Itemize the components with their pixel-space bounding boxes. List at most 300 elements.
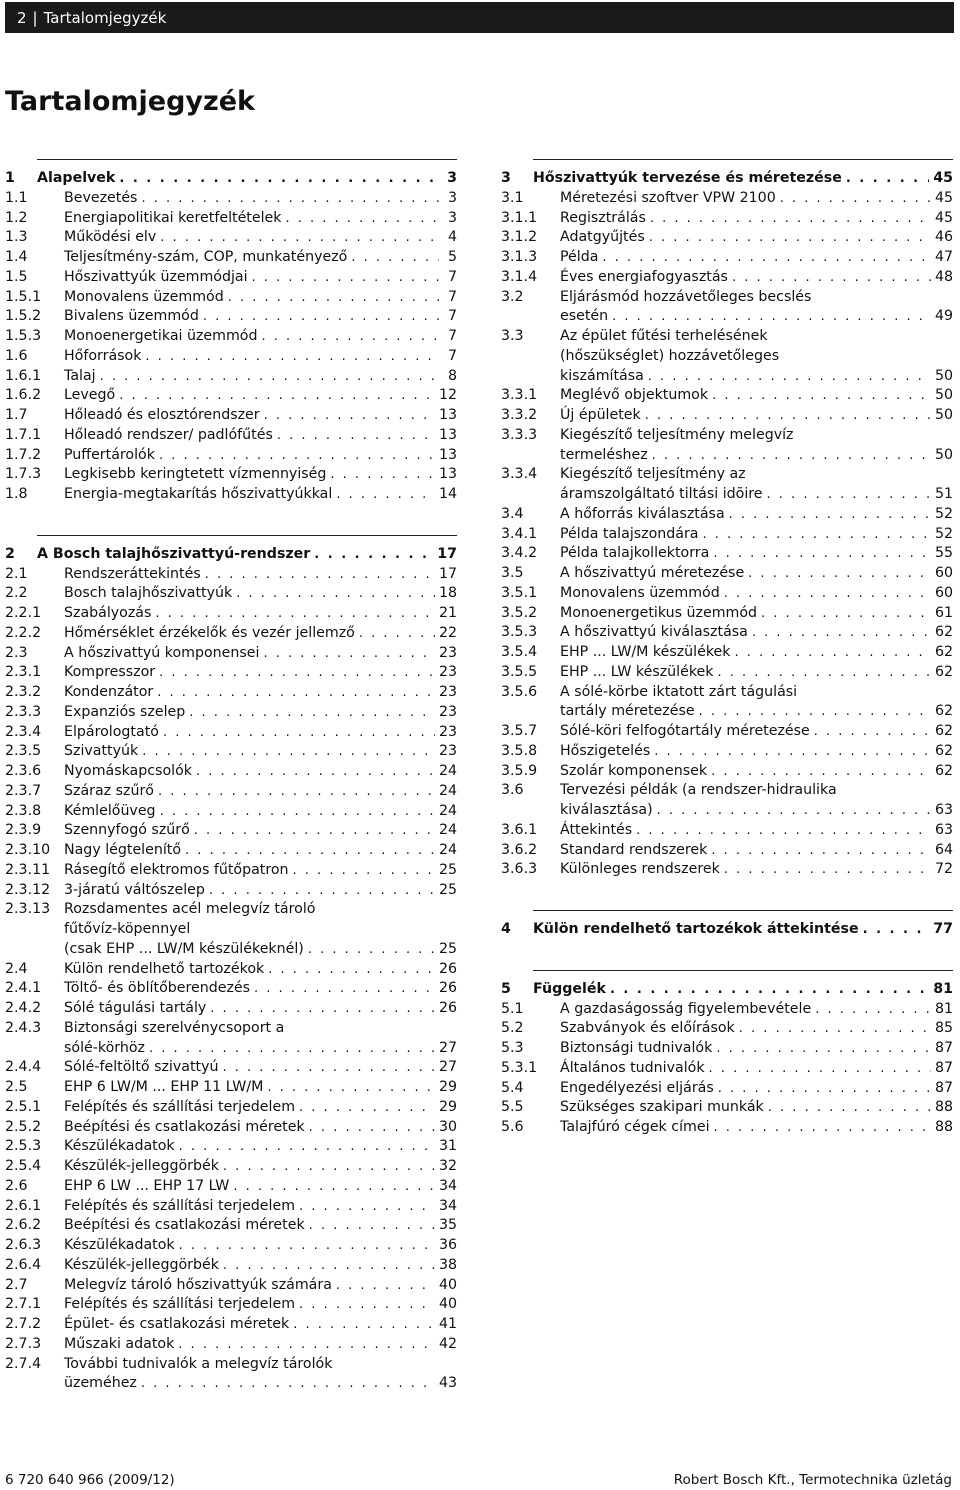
toc-number: 1.7.2 (5, 446, 42, 463)
toc-title: Adatgyűjtés (560, 229, 645, 246)
toc-number: 1.5.2 (5, 308, 42, 325)
toc-entry[interactable] (5, 841, 457, 861)
toc-entry[interactable] (5, 624, 457, 644)
dot-leader (610, 980, 929, 1000)
toc-chapter[interactable] (501, 920, 953, 940)
toc-entry[interactable] (5, 1355, 457, 1395)
dot-leader (163, 723, 435, 743)
toc-number: 1.5.3 (5, 328, 42, 344)
toc-number: 1.4 (5, 249, 28, 265)
toc-number: 3.3 (501, 328, 524, 344)
dot-leader (645, 406, 931, 426)
toc-title: Nagy légtelenítő (64, 842, 182, 858)
toc-entry[interactable] (5, 900, 457, 959)
toc-entry[interactable] (5, 1177, 457, 1197)
toc-page-number: 81 (934, 1000, 953, 1017)
toc-entry[interactable] (501, 722, 953, 742)
toc-page-number: 81 (933, 980, 953, 997)
toc-title: Sólé tágulási tartály (64, 1000, 207, 1016)
toc-title: Elpárologtató (64, 723, 159, 740)
toc-entry[interactable] (5, 1058, 457, 1078)
dot-leader (717, 663, 930, 683)
toc-number: 2.5.1 (5, 1098, 42, 1115)
toc-entry[interactable] (501, 327, 953, 386)
toc-title: Kiegészítő teljesítmény az (560, 466, 746, 483)
dot-leader (155, 604, 435, 624)
toc-entry[interactable] (5, 1098, 457, 1118)
toc-number: 3.6.2 (501, 841, 538, 858)
toc-number: 2.2.2 (5, 624, 42, 641)
toc-page-number: 7 (447, 308, 457, 325)
toc-number: 1.2 (5, 209, 28, 226)
toc-number: 2.3.7 (5, 782, 42, 799)
toc-entry[interactable] (501, 781, 953, 821)
section-divider (37, 159, 457, 160)
toc-page-number: 32 (438, 1158, 457, 1174)
toc-page-number: 34 (438, 1177, 457, 1194)
toc-entry[interactable] (501, 762, 953, 782)
dot-leader (299, 1197, 435, 1217)
toc-entry[interactable] (5, 228, 457, 248)
toc-entry[interactable] (501, 821, 953, 841)
toc-page-number: 23 (438, 743, 457, 760)
dot-leader (652, 446, 931, 466)
dot-leader (223, 1256, 435, 1276)
dot-leader (351, 248, 439, 268)
toc-page-number: 17 (437, 545, 457, 562)
toc-page-number: 63 (934, 821, 953, 838)
toc-entry[interactable] (5, 426, 457, 446)
toc-entry[interactable] (5, 1197, 457, 1217)
toc-section (501, 970, 953, 1138)
toc-number: 2.6 (5, 1177, 28, 1194)
toc-entry[interactable] (5, 999, 457, 1019)
toc-number: 2.4.1 (5, 980, 42, 997)
toc-entry[interactable] (5, 446, 457, 466)
toc-number: 2.7.2 (5, 1316, 42, 1332)
toc-entry[interactable] (501, 248, 953, 268)
toc-title: Szivattyúk (64, 743, 139, 760)
toc-entry[interactable] (501, 386, 953, 406)
toc-entry[interactable] (501, 228, 953, 248)
toc-title: áramszolgáltató tiltási idõire (560, 486, 763, 502)
toc-number: 2.6.1 (5, 1197, 42, 1214)
toc-entry[interactable] (5, 1216, 457, 1236)
toc-title: Készülék-jelleggörbék (64, 1158, 219, 1174)
toc-title: Energiapolitikai keretfeltételek (64, 209, 282, 226)
toc-number: 2.3.1 (5, 664, 42, 681)
toc-entry[interactable] (501, 584, 953, 604)
section-divider (533, 970, 953, 971)
toc-number: 2.1 (5, 565, 28, 582)
document-code: 6 720 640 966 (2009/12) (5, 1472, 175, 1488)
toc-entry[interactable] (501, 860, 953, 880)
toc-entry[interactable] (501, 1059, 953, 1079)
toc-number: 3.3.4 (501, 466, 538, 483)
toc-title: Expanziós szelep (64, 703, 186, 720)
toc-entry[interactable] (501, 1118, 953, 1138)
toc-entry[interactable] (5, 1118, 457, 1138)
toc-number: 5 (501, 980, 511, 997)
toc-number: 5.2 (501, 1020, 524, 1037)
toc-entry[interactable] (5, 1315, 457, 1335)
toc-page-number: 18 (438, 585, 457, 602)
toc-page-number: 42 (438, 1335, 457, 1352)
toc-entry[interactable] (5, 1078, 457, 1098)
toc-entry[interactable] (501, 663, 953, 683)
toc-page-number: 62 (934, 703, 953, 720)
toc-number: 5.3.1 (501, 1059, 538, 1076)
toc-entry[interactable] (501, 643, 953, 663)
toc-page-number: 49 (934, 308, 953, 325)
dot-leader (223, 1157, 435, 1177)
toc-entry[interactable] (5, 979, 457, 999)
toc-entry[interactable] (5, 960, 457, 980)
toc-title: Rásegítő elektromos fűtőpatron (64, 861, 289, 878)
toc-entry[interactable] (501, 505, 953, 525)
toc-page-number: 38 (438, 1256, 457, 1273)
toc-title: A hőszivattyú méretezése (560, 565, 745, 581)
dot-leader (729, 505, 931, 525)
toc-title: A hőszivattyú komponensei (64, 644, 260, 661)
toc-entry[interactable] (5, 1256, 457, 1276)
toc-page-number: 25 (438, 940, 457, 957)
dot-leader (100, 367, 439, 387)
toc-entry[interactable] (501, 1098, 953, 1118)
toc-entry[interactable] (501, 268, 953, 288)
toc-number: 3.1.2 (501, 229, 538, 246)
toc-page-number: 62 (934, 723, 953, 739)
toc-entry[interactable] (5, 189, 457, 209)
toc-title: Standard rendszerek (560, 841, 708, 858)
dot-leader (158, 782, 435, 802)
toc-title: Rendszeráttekintés (64, 565, 201, 582)
toc-page-number: 45 (934, 209, 953, 226)
toc-page-number: 24 (438, 763, 457, 779)
toc-entry[interactable] (5, 347, 457, 367)
toc-chapter[interactable] (5, 169, 457, 189)
toc-entry[interactable] (5, 1236, 457, 1256)
toc-title: A Bosch talajhőszivattyú-rendszer (37, 545, 311, 562)
toc-entry[interactable] (5, 604, 457, 624)
toc-title: Külön rendelhető tartozékok áttekintése (533, 921, 859, 937)
toc-entry[interactable] (501, 1039, 953, 1059)
toc-title: Tervezési példák (a rendszer-hidraulika (560, 782, 837, 799)
dot-leader (602, 248, 931, 268)
toc-entry[interactable] (5, 644, 457, 664)
dot-leader (703, 525, 931, 545)
dot-leader (178, 1335, 435, 1355)
toc-title: Felépítés és szállítási terjedelem (64, 1296, 296, 1313)
toc-number: 2.4.4 (5, 1059, 42, 1076)
toc-number: 1.8 (5, 486, 28, 502)
toc-title: Működési elv (64, 229, 157, 246)
toc-title: Készülék-jelleggörbék (64, 1256, 219, 1273)
toc-entry[interactable] (5, 1157, 457, 1177)
toc-title: Új épületek (560, 407, 641, 423)
toc-page-number: 27 (438, 1039, 457, 1056)
toc-section (5, 535, 457, 1394)
toc-title: 3-járatú váltószelep (64, 881, 205, 898)
toc-title: Melegvíz tároló hőszivattyúk számára (64, 1276, 332, 1293)
toc-title: EHP ... LW készülékek (560, 663, 714, 680)
toc-entry[interactable] (5, 742, 457, 762)
toc-title: Felépítés és szállítási terjedelem (64, 1197, 296, 1214)
toc-title: Engedélyezési eljárás (560, 1079, 714, 1096)
toc-title: Monoenergetikus üzemmód (560, 604, 758, 621)
toc-page-number: 43 (438, 1375, 457, 1392)
toc-chapter[interactable] (501, 980, 953, 1000)
toc-number: 3.1.3 (501, 249, 538, 265)
toc-page-number: 27 (438, 1059, 457, 1076)
toc-entry[interactable] (5, 1137, 457, 1157)
toc-number: 2 (5, 545, 15, 562)
toc-number: 5.1 (501, 1000, 524, 1017)
header-section: Tartalomjegyzék (43, 8, 167, 27)
dot-leader (141, 1374, 435, 1394)
toc-number: 1.6.1 (5, 367, 42, 384)
toc-entry[interactable] (5, 1019, 457, 1059)
toc-title: Szükséges szakipari munkák (560, 1099, 764, 1116)
toc-page-number: 62 (934, 762, 953, 779)
toc-entry[interactable] (5, 683, 457, 703)
toc-entry[interactable] (5, 367, 457, 387)
toc-page-number: 51 (934, 486, 953, 502)
toc-page-number: 87 (934, 1079, 953, 1096)
toc-entry[interactable] (501, 742, 953, 762)
toc-page-number: 77 (933, 921, 953, 937)
toc-title: kiszámítása (560, 367, 644, 384)
toc-page-number: 21 (438, 605, 457, 621)
dot-leader (336, 485, 435, 505)
toc-entry[interactable] (5, 1335, 457, 1355)
toc-page-number: 48 (934, 268, 953, 285)
toc-page-number: 8 (447, 367, 457, 384)
toc-entry[interactable] (501, 1000, 953, 1020)
toc-entry[interactable] (501, 841, 953, 861)
dot-leader (179, 1236, 435, 1256)
toc-number: 2.3.8 (5, 802, 42, 819)
section-divider (533, 910, 953, 911)
toc-entry[interactable] (5, 723, 457, 743)
toc-page-number: 36 (438, 1237, 457, 1253)
toc-title: Méretezési szoftver VPW 2100 (560, 189, 776, 206)
toc-title: tartály méretezése (560, 703, 695, 720)
dot-leader (714, 1118, 931, 1138)
toc-number: 3.4.2 (501, 545, 538, 562)
toc-page-number: 29 (438, 1098, 457, 1115)
toc-entry[interactable] (5, 307, 457, 327)
toc-entry[interactable] (5, 485, 457, 505)
toc-entry[interactable] (501, 288, 953, 328)
toc-entry[interactable] (5, 802, 457, 822)
toc-entry[interactable] (5, 1295, 457, 1315)
toc-entry[interactable] (5, 881, 457, 901)
toc-title: üzeméhez (64, 1375, 137, 1392)
toc-number: 2.5.4 (5, 1158, 42, 1174)
dot-leader (119, 169, 439, 189)
toc-entry[interactable] (501, 604, 953, 624)
toc-title: Monovalens üzemmód (560, 584, 720, 601)
toc-entry[interactable] (5, 762, 457, 782)
toc-title: Szennyfogó szűrő (64, 822, 190, 839)
toc-title: Talajfúró cégek címei (560, 1119, 710, 1135)
toc-entry[interactable] (5, 821, 457, 841)
toc-number: 1.7 (5, 407, 28, 423)
toc-title: Külön rendelhető tartozékok (64, 960, 265, 977)
toc-entry[interactable] (5, 268, 457, 288)
toc-title: Kompresszor (64, 664, 156, 681)
toc-title: Puffertárolók (64, 446, 155, 463)
toc-entry[interactable] (501, 189, 953, 209)
toc-number: 2.3.5 (5, 743, 42, 760)
toc-page-number: 25 (438, 881, 457, 898)
toc-number: 2.6.3 (5, 1237, 42, 1253)
toc-page-number: 87 (934, 1059, 953, 1076)
toc-number: 2.3.6 (5, 763, 42, 779)
toc-entry[interactable] (501, 623, 953, 643)
toc-entry[interactable] (501, 426, 953, 466)
toc-page-number: 60 (934, 584, 953, 601)
toc-title: Biztonsági szerelvénycsoport a (64, 1019, 285, 1036)
toc-entry[interactable] (5, 861, 457, 881)
toc-title: Beépítési és csatlakozási méretek (64, 1118, 305, 1135)
toc-number: 5.4 (501, 1079, 524, 1096)
toc-number: 2.4 (5, 960, 28, 977)
toc-entry[interactable] (501, 544, 953, 564)
toc-entry[interactable] (501, 683, 953, 723)
dot-leader (863, 920, 930, 940)
toc-number: 2.4.2 (5, 1000, 42, 1016)
dot-leader (142, 742, 435, 762)
toc-title: A gazdaságosság figyelembevétele (560, 1000, 812, 1017)
toc-page-number: 55 (934, 545, 953, 562)
toc-title: Eljárásmód hozzávetőleges becslés (560, 288, 812, 305)
toc-entry[interactable] (501, 564, 953, 584)
dot-leader (649, 228, 931, 248)
toc-chapter[interactable] (5, 545, 457, 565)
toc-title: Szolár komponensek (560, 762, 708, 779)
toc-title: Példa talajkollektorra (560, 545, 710, 562)
toc-section (5, 159, 457, 505)
toc-title: Szabványok és előírások (560, 1020, 735, 1037)
toc-page-number: 46 (934, 229, 953, 246)
toc-entry[interactable] (5, 209, 457, 229)
toc-entry[interactable] (5, 584, 457, 604)
dot-leader (185, 841, 435, 861)
toc-number: 3.5.8 (501, 742, 538, 759)
toc-entry[interactable] (501, 209, 953, 229)
toc-entry[interactable] (5, 406, 457, 426)
toc-number: 2.5 (5, 1079, 28, 1095)
toc-entry[interactable] (5, 465, 457, 485)
toc-entry[interactable] (5, 386, 457, 406)
toc-entry[interactable] (501, 525, 953, 545)
toc-entry[interactable] (5, 663, 457, 683)
toc-title: Bivalens üzemmód (64, 308, 199, 325)
toc-page-number: 50 (934, 367, 953, 384)
toc-page-number: 14 (438, 486, 457, 502)
dot-leader (141, 189, 439, 209)
dot-leader (711, 841, 931, 861)
toc-entry[interactable] (501, 465, 953, 505)
toc-chapter[interactable] (501, 169, 953, 189)
toc-title: Általános tudnivalók (560, 1059, 705, 1076)
toc-page-number: 40 (438, 1276, 457, 1293)
toc-number: 3.5.9 (501, 762, 538, 779)
toc-title: Hőmérséklet érzékelők és vezér jellemző (64, 624, 355, 641)
toc-number: 2.3.12 (5, 881, 51, 898)
dot-leader (780, 189, 931, 209)
toc-number: 3.6 (501, 782, 524, 799)
toc-entry[interactable] (5, 248, 457, 268)
publisher: Robert Bosch Kft., Termotechnika üzletág (673, 1472, 952, 1488)
toc-number: 3.4 (501, 505, 524, 522)
toc-title: termeléshez (560, 446, 648, 463)
toc-title: Monoenergetikai üzemmód (64, 328, 258, 344)
toc-entry[interactable] (5, 703, 457, 723)
dot-leader (196, 762, 435, 782)
toc-page-number: 62 (934, 742, 953, 759)
toc-title: A sólé-körbe iktatott zárt tágulási (560, 683, 798, 700)
dot-leader (159, 446, 435, 466)
dot-leader (814, 722, 931, 742)
toc-entry[interactable] (5, 565, 457, 585)
toc-title: Kémlelőüveg (64, 802, 156, 819)
dot-leader (612, 307, 931, 327)
toc-entry[interactable] (5, 288, 457, 308)
toc-page-number: 24 (438, 802, 457, 819)
toc-number: 3 (501, 170, 511, 186)
toc-title: kiválasztása) (560, 802, 653, 818)
toc-title: sólé-körhöz (64, 1039, 145, 1056)
toc-page-number: 13 (438, 446, 457, 463)
toc-entry[interactable] (501, 406, 953, 426)
toc-title: Nyomáskapcsolók (64, 763, 192, 779)
toc-entry[interactable] (5, 327, 457, 347)
toc-page-number: 12 (438, 387, 457, 404)
toc-title: Levegő (64, 387, 116, 404)
toc-page-number: 64 (934, 841, 953, 858)
toc-number: 3.6.1 (501, 821, 538, 838)
toc-page-number: 45 (934, 189, 953, 206)
toc-page-number: 3 (447, 170, 457, 186)
toc-number: 1 (5, 170, 15, 186)
dot-leader (189, 703, 435, 723)
toc-page-number: 41 (438, 1316, 457, 1332)
toc-number: 2.3.3 (5, 703, 42, 720)
toc-entry[interactable] (501, 1019, 953, 1039)
dot-leader (815, 1000, 931, 1020)
toc-number: 2.7.4 (5, 1355, 42, 1372)
toc-page-number: 7 (447, 347, 457, 364)
dot-leader (735, 643, 931, 663)
toc-entry[interactable] (5, 782, 457, 802)
toc-page-number: 22 (438, 624, 457, 641)
toc-title: Felépítés és szállítási terjedelem (64, 1098, 296, 1115)
dot-leader (210, 999, 435, 1019)
dot-leader (713, 544, 931, 564)
dot-leader (359, 624, 435, 644)
toc-entry[interactable] (501, 1079, 953, 1099)
dot-leader (699, 702, 931, 722)
toc-page-number: 13 (438, 466, 457, 483)
toc-number: 1.6.2 (5, 387, 42, 404)
dot-leader (716, 1039, 931, 1059)
toc-page-number: 88 (934, 1119, 953, 1135)
toc-entry[interactable] (5, 1276, 457, 1296)
dot-leader (159, 663, 435, 683)
